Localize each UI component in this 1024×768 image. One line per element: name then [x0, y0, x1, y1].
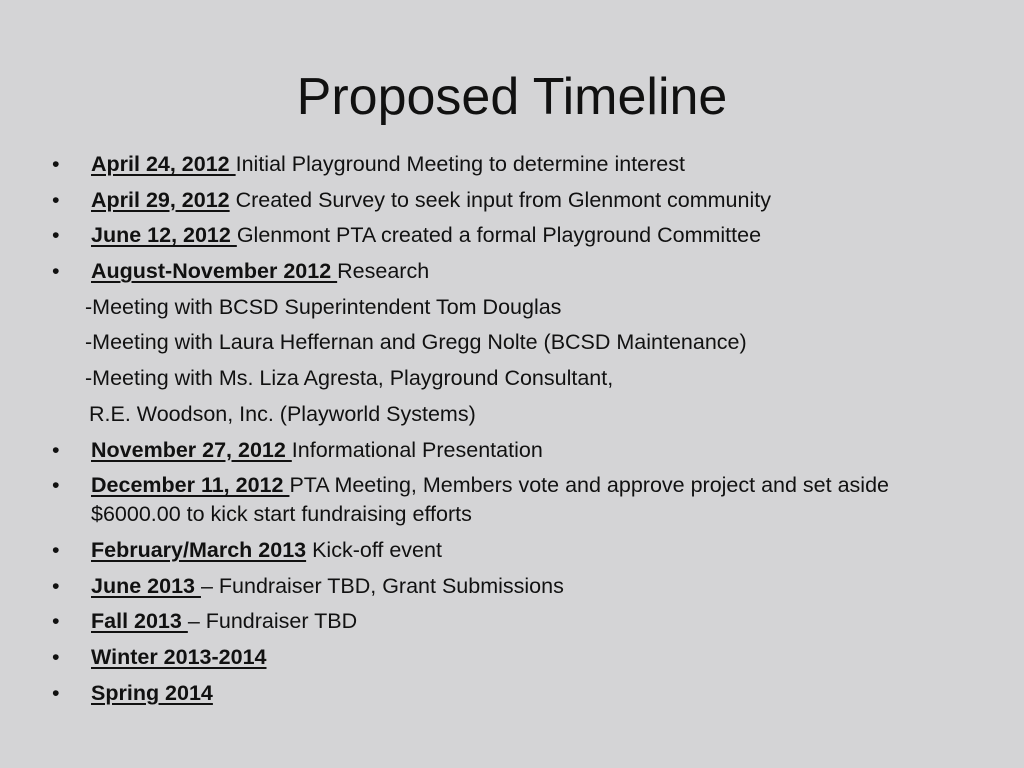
- subitem-text: -Meeting with Laura Heffernan and Gregg Nolte (BCSD Maintenance): [85, 330, 747, 355]
- timeline-date: December 11, 2012: [91, 473, 290, 498]
- timeline-date: February/March 2013: [91, 537, 307, 562]
- bullet-icon: •: [52, 259, 60, 284]
- timeline-item: [52, 679, 972, 708]
- timeline-item: [52, 643, 972, 672]
- timeline-item: [52, 471, 972, 529]
- timeline-description: – Fundraiser TBD: [187, 609, 358, 634]
- timeline-item: [52, 186, 972, 215]
- timeline-description: Initial Playground Meeting to determine interest: [235, 152, 685, 176]
- bullet-icon: •: [52, 537, 60, 562]
- timeline-item: [52, 572, 972, 601]
- subitem-text: R.E. Woodson, Inc. (Playworld Systems): [89, 401, 476, 426]
- timeline-item: [52, 221, 972, 250]
- timeline-date: Winter 2013-2014: [91, 644, 267, 669]
- timeline-date: November 27, 2012: [91, 437, 292, 462]
- timeline-description: PTA Meeting, Members vote and approve project and set aside $6000.00 to kick start fundraising efforts: [91, 473, 895, 527]
- timeline-date: August-November 2012: [91, 259, 338, 284]
- timeline-date: June 2013: [91, 573, 201, 598]
- bullet-icon: •: [52, 573, 60, 598]
- timeline-description: Informational Presentation: [291, 437, 543, 462]
- research-subitem: [52, 364, 972, 393]
- timeline-description: Research: [337, 259, 430, 284]
- timeline-description: Glenmont PTA created a formal Playground Committee: [236, 223, 762, 248]
- bullet-icon: •: [52, 680, 60, 705]
- bullet-icon: •: [52, 187, 60, 212]
- subitem-text: -Meeting with BCSD Superintendent Tom Douglas: [85, 294, 562, 319]
- timeline-date: June 12, 2012: [91, 223, 237, 248]
- bullet-icon: •: [52, 152, 60, 176]
- timeline-item: [52, 150, 972, 179]
- timeline-date: Fall 2013: [91, 609, 188, 634]
- research-subitem-continuation: [52, 400, 972, 429]
- timeline-date: April 29, 2012: [91, 187, 230, 212]
- timeline-description: Created Survey to seek input from Glenmont community: [229, 187, 771, 212]
- bullet-icon: •: [52, 437, 60, 462]
- bullet-icon: •: [52, 644, 60, 669]
- research-subitem: [52, 293, 972, 322]
- timeline-description: Kick-off event: [306, 537, 442, 562]
- timeline-item: [52, 436, 972, 465]
- timeline-list: [52, 150, 972, 714]
- bullet-icon: •: [52, 609, 60, 634]
- slide-title: Proposed Timeline: [296, 68, 728, 126]
- timeline-item: [52, 257, 972, 286]
- bullet-icon: •: [52, 223, 60, 248]
- timeline-item: [52, 536, 972, 565]
- timeline-description: – Fundraiser TBD, Grant Submissions: [200, 573, 564, 598]
- timeline-date: Spring 2014: [91, 680, 213, 705]
- bullet-icon: •: [52, 473, 60, 498]
- timeline-item: [52, 607, 972, 636]
- research-subitem: [52, 328, 972, 357]
- timeline-date: April 24, 2012: [91, 152, 236, 176]
- subitem-text: -Meeting with Ms. Liza Agresta, Playground Consultant,: [85, 366, 614, 391]
